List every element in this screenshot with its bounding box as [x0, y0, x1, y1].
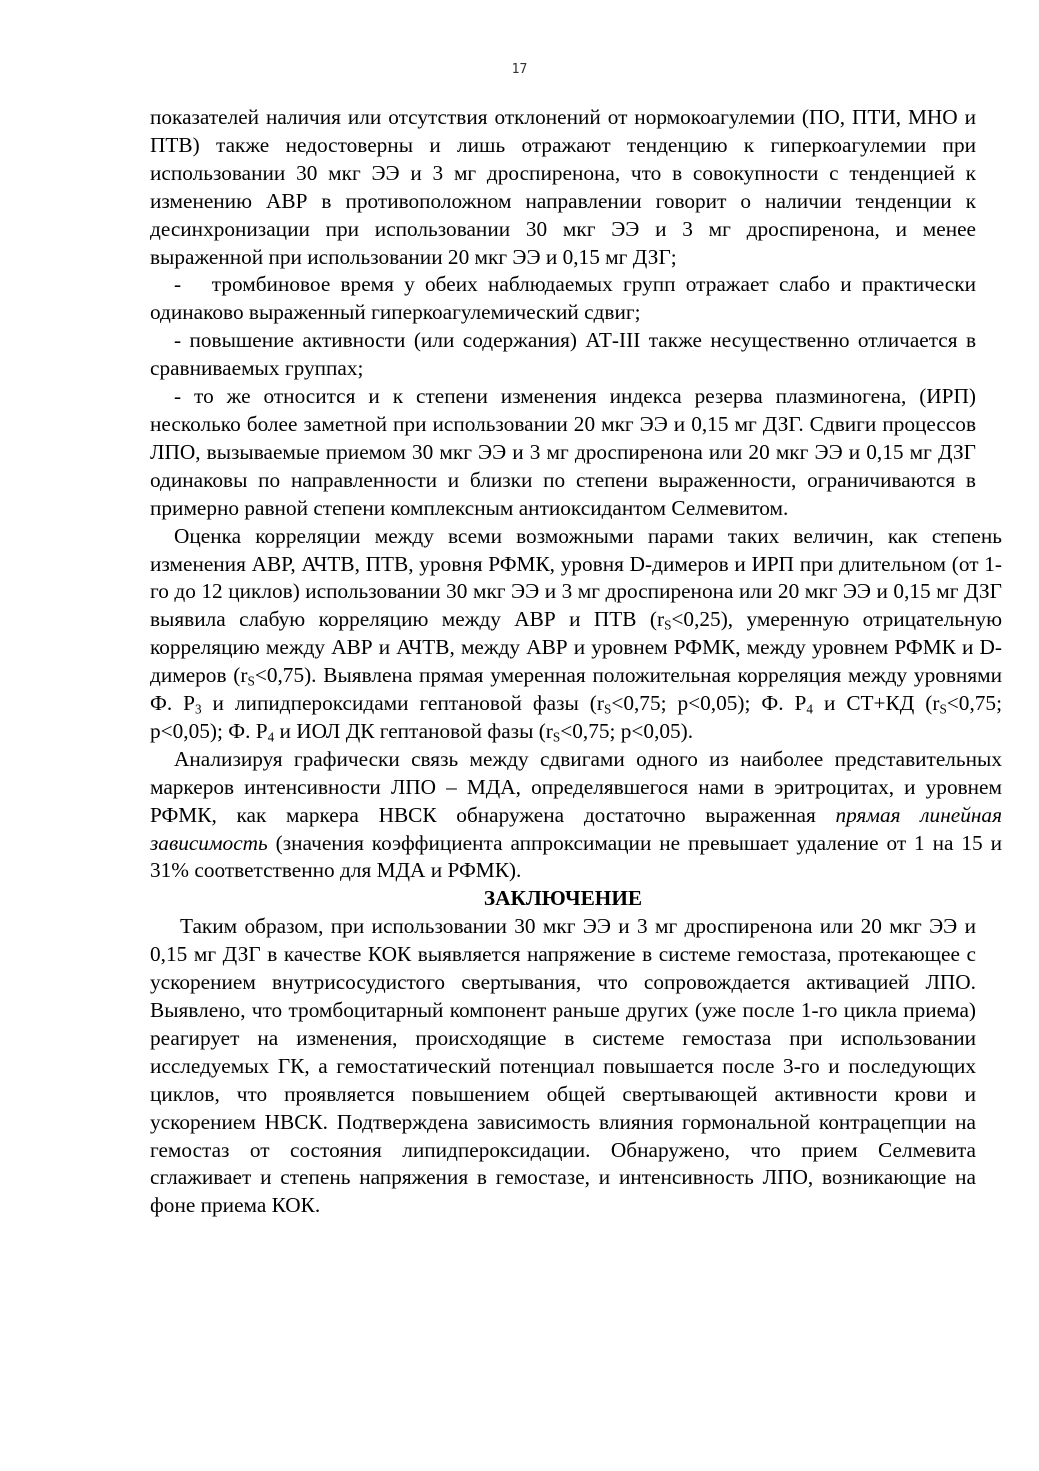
text-run: Анализируя графически связь между сдвигами одного из наиболее представительных маркеров интенсивности ЛПО – МДА, определявшегося нами в эритроцитах, и уровнем РФМК, как маркера НВСК обнаружена достаточно выраженная	[150, 746, 1002, 827]
list-item-thrombin-time: - тромбиновое время у обеих наблюдаемых групп отражает слабо и практически одинаково выраженный гиперкоагулемический сдвиг;	[150, 272, 982, 325]
text-run: <0,75; p<0,05).	[560, 718, 694, 743]
subscript: S	[552, 729, 561, 745]
page-number: 17	[511, 62, 528, 77]
text-run: Оценка корреляции между всеми возможными парами таких величин, как степень изменения АВР, АЧТВ, ПТВ, уровня РФМК, уровня D-димеров и ИРП при длительном (от 1-го до 12 циклов) использовании 30 мкг ЭЭ и 3 мг дроспиренона или 20 мкг ЭЭ и 0,15 мг ДЗГ выявила слабую корреляцию между АВР и ПТВ (r	[150, 523, 1002, 632]
paragraph-conclusion: Таким образом, при использовании 30 мкг ЭЭ и 3 мг дроспиренона или 20 мкг ЭЭ и 0,15 мг ДЗГ в качестве КОК выявляется напряжение в системе гемостаза, протекающее с ускорением внутрисосудистого свертывания, что сопровождается активацией ЛПО. Выявлено, что тромбоцитарный компонент раньше других (уже после 1-го цикла приема) реагирует на изменения, происходящие в системе гемостаза при использовании исследуемых ГК, а гемостатический потенциал повышается после 3-го и последующих циклов, что проявляется повышением общей свертывающей активности крови и ускорением НВСК. Подтверждена зависимость влияния гормональной контрацепции на гемостаз от состояния липидпероксидации. Обнаружено, что прием Селмевита сглаживает и степень напряжения в гемостазе, и интенсивность ЛПО, возникающие на фоне приема КОК.	[150, 914, 976, 1218]
paragraph-continuation: показателей наличия или отсутствия отклонений от нормокоагулемии (ПО, ПТИ, МНО и ПТВ) также недостоверны и лишь отражают тенденцию к гиперкоагулемии при использовании 30 мкг ЭЭ и 3 мг дроспиренона, что в совокупности с тенденцией к изменению АВР в противоположном направлении говорит о наличии тенденции к десинхронизации при использовании 30 мкг ЭЭ и 3 мг дроспиренона, и менее выраженной при использовании 20 мкг ЭЭ и 0,15 мг ДЗГ;	[150, 105, 976, 269]
subscript: 4	[267, 729, 275, 745]
section-heading: ЗАКЛЮЧЕНИЕ	[483, 886, 643, 911]
text-run: (значения коэффициента аппроксимации не превышает удаление от 1 на 15 и 31% соответственно для МДА и РФМК).	[150, 830, 1002, 883]
subscript: 4	[806, 701, 813, 717]
subscript: S	[939, 701, 947, 717]
subscript: S	[664, 617, 672, 633]
text-run: <0,25), умеренную отрицательную корреляцию между АВР и АЧТВ, между АВР и уровнем РФМК, между уровнем РФМК и D-димеров (r	[150, 607, 1002, 688]
text-run: и СТ+КД (r	[812, 691, 940, 716]
subscript: 3	[194, 701, 202, 717]
paragraph-graphical-analysis	[150, 746, 1002, 886]
paragraph-correlation	[150, 523, 1002, 746]
text-run: <0,75; p<0,05); Ф. Р	[150, 691, 1002, 743]
body-text	[150, 104, 1002, 1220]
text-run: и липидпероксидами гептановой фазы (r	[201, 691, 604, 716]
subscript: S	[603, 701, 612, 717]
list-item-at-iii: - повышение активности (или содержания) АТ-III также несущественно отличается в сравниваемых группах;	[150, 328, 976, 381]
text-run: <0,75). Выявлена прямая умеренная положительная корреляция между уровнями Ф. Р	[150, 663, 1002, 716]
italic-phrase: прямая линейная зависимость	[150, 802, 1002, 855]
text-run: и ИОЛ ДК гептановой фазы (r	[274, 718, 553, 743]
text-run: <0,75; p<0,05); Ф. Р	[611, 691, 807, 716]
list-item-plasminogen: - то же относится и к степени изменения индекса резерва плазминогена, (ИРП) несколько более заметной при использовании 20 мкг ЭЭ и 0,15 мг ДЗГ. Сдвиги процессов ЛПО, вызываемые приемом 30 мкг ЭЭ и 3 мг дроспиренона или 20 мкг ЭЭ и 0,15 мг ДЗГ одинаковы по направленности и близки по степени выраженности, ограничиваются в примерно равной степени комплексным антиоксидантом Селмевитом.	[150, 384, 976, 520]
subscript: S	[247, 673, 255, 689]
